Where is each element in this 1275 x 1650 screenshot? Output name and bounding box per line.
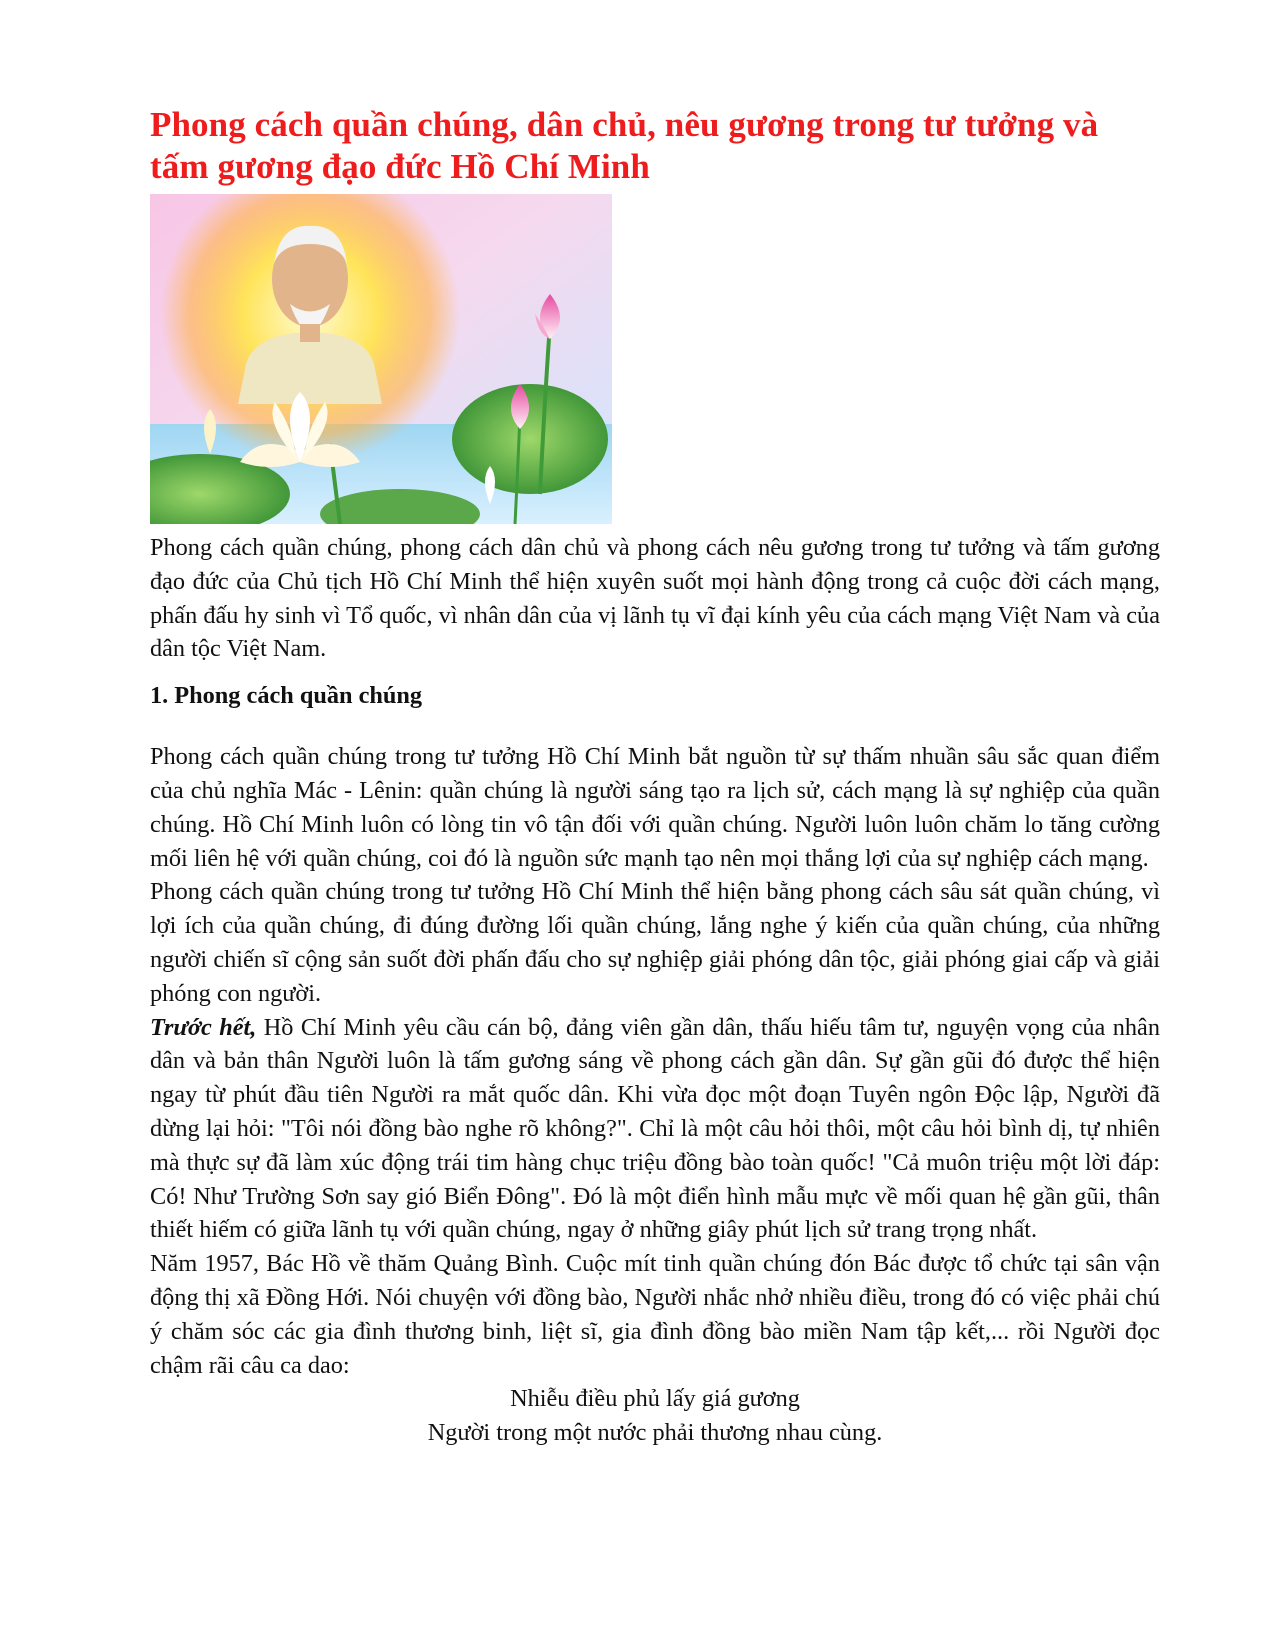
poem-line: Người trong một nước phải thương nhau cùng. (427, 1419, 883, 1447)
section-heading: 1. Phong cách quần chúng (150, 682, 423, 710)
poem-line: Nhiễu điều phủ lấy giá gương (510, 1385, 800, 1413)
poem (150, 1382, 1160, 1450)
paragraph-3 (150, 1011, 1160, 1248)
portrait-lotus-illustration (150, 194, 612, 524)
paragraph-3-lead: Trước hết, (150, 1013, 257, 1041)
portrait-lotus-icon (150, 194, 612, 524)
paragraph-4: Năm 1957, Bác Hồ về thăm Quảng Bình. Cuộc mít tinh quần chúng đón Bác được tổ chức tại sân vận động thị xã Đồng Hới. Nói chuyện với đồng bào, Người nhắc nhở nhiều điều, trong đó có việc phải chú ý chăm sóc các gia đình thương binh, liệt sĩ, gia đình đồng bào miền Nam tập kết,... rồi Người đọc chậm rãi câu ca dao: (150, 1250, 1160, 1379)
paragraph-3-body: Hồ Chí Minh yêu cầu cán bộ, đảng viên gần dân, thấu hiếu tâm tư, nguyện vọng của nhân dân và bản thân Người luôn là tấm gương sáng về phong cách gần dân. Sự gần gũi đó được thể hiện ngay từ phút đầu tiên Người ra mắt quốc dân. Khi vừa đọc một đoạn Tuyên ngôn Độc lập, Người đã dừng lại hỏi: "Tôi nói đồng bào nghe rõ không?". Chỉ là một câu hỏi thôi, một câu hỏi bình dị, tự nhiên mà thực sự đã làm xúc động trái tim hàng chục triệu đồng bào toàn quốc! "Cả muôn triệu một lời đáp: Có! Như Trường Sơn say gió Biển Đông". Đó là một điển hình mẫu mực về mối quan hệ gần gũi, thân thiết hiếm có giữa lãnh tụ với quần chúng, ngay ở những giây phút lịch sử trang trọng nhất. (150, 1013, 1160, 1244)
article-title: Phong cách quần chúng, dân chủ, nêu gương trong tư tưởng và tấm gương đạo đức Hồ Chí Minh (150, 105, 1099, 186)
paragraph-1: Phong cách quần chúng trong tư tưởng Hồ Chí Minh bắt nguồn từ sự thấm nhuần sâu sắc quan điểm của chủ nghĩa Mác - Lênin: quần chúng là người sáng tạo ra lịch sử, cách mạng là sự nghiệp của quần chúng. Hồ Chí Minh luôn có lòng tin vô tận đối với quần chúng. Người luôn luôn chăm lo tăng cường mối liên hệ với quần chúng, coi đó là nguồn sức mạnh tạo nên mọi thắng lợi của sự nghiệp cách mạng. (150, 743, 1160, 872)
document-page (150, 104, 1160, 1450)
paragraph-2: Phong cách quần chúng trong tư tưởng Hồ Chí Minh thể hiện bằng phong cách sâu sát quần chúng, vì lợi ích của quần chúng, đi đúng đường lối quần chúng, lắng nghe ý kiến của quần chúng, của những người chiến sĩ cộng sản suốt đời phấn đấu cho sự nghiệp giải phóng dân tộc, giải phóng giai cấp và giải phóng con người. (150, 878, 1160, 1007)
intro-paragraph: Phong cách quần chúng, phong cách dân chủ và phong cách nêu gương trong tư tưởng và tấm gương đạo đức của Chủ tịch Hồ Chí Minh thể hiện xuyên suốt mọi hành động trong cả cuộc đời cách mạng, phấn đấu hy sinh vì Tổ quốc, vì nhân dân của vị lãnh tụ vĩ đại kính yêu của cách mạng Việt Nam và của dân tộc Việt Nam. (150, 534, 1160, 663)
